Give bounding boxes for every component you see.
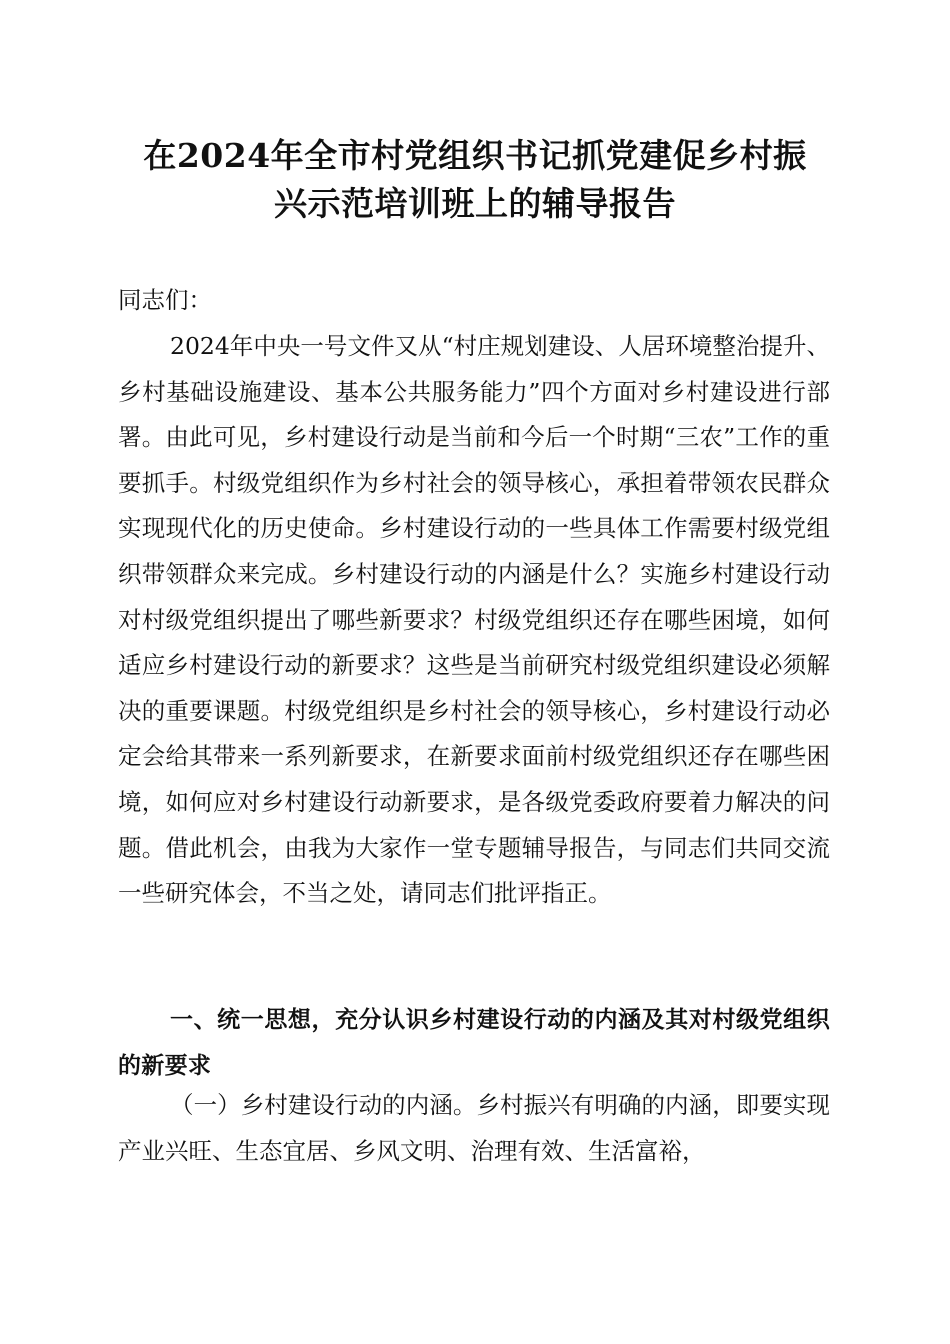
salutation: 同志们： (118, 286, 212, 314)
section-1-heading: 一、统一思想，充分认识乡村建设行动的内涵及其对村级党组织的新要求 (118, 1007, 830, 1079)
document-title (100, 132, 850, 228)
subsection-1-paragraph: （一）乡村建设行动的内涵。乡村振兴有明确的内涵，即要实现产业兴旺、生态宜居、乡风文明、治理有效、生活富裕， (118, 1091, 830, 1165)
title-line-2: 兴示范培训班上的辅导报告 (274, 184, 676, 223)
intro-paragraph: 2024年中央一号文件又从“村庄规划建设、人居环境整治提升、乡村基础设施建设、基本公共服务能力”四个方面对乡村建设进行部署。由此可见，乡村建设行动是当前和今后一个时期“三农”工作的重要抓手。村级党组织作为乡村社会的领导核心，承担着带领农民群众实现现代化的历史使命。乡村建设行动的一些具体工作需要村级党组织带领群众来完成。乡村建设行动的内涵是什么？实施乡村建设行动对村级党组织提出了哪些新要求？村级党组织还存在哪些困境，如何适应乡村建设行动的新要求？这些是当前研究村级党组织建设必须解决的重要课题。村级党组织是乡村社会的领导核心，乡村建设行动必定会给其带来一系列新要求，在新要求面前村级党组织还存在哪些困境，如何应对乡村建设行动新要求，是各级党委政府要着力解决的问题。借此机会，由我为大家作一堂专题辅导报告，与同志们共同交流一些研究体会，不当之处，请同志们批评指正。 (118, 332, 830, 908)
title-line-1: 在2024年全市村党组织书记抓党建促乡村振 (143, 136, 807, 175)
